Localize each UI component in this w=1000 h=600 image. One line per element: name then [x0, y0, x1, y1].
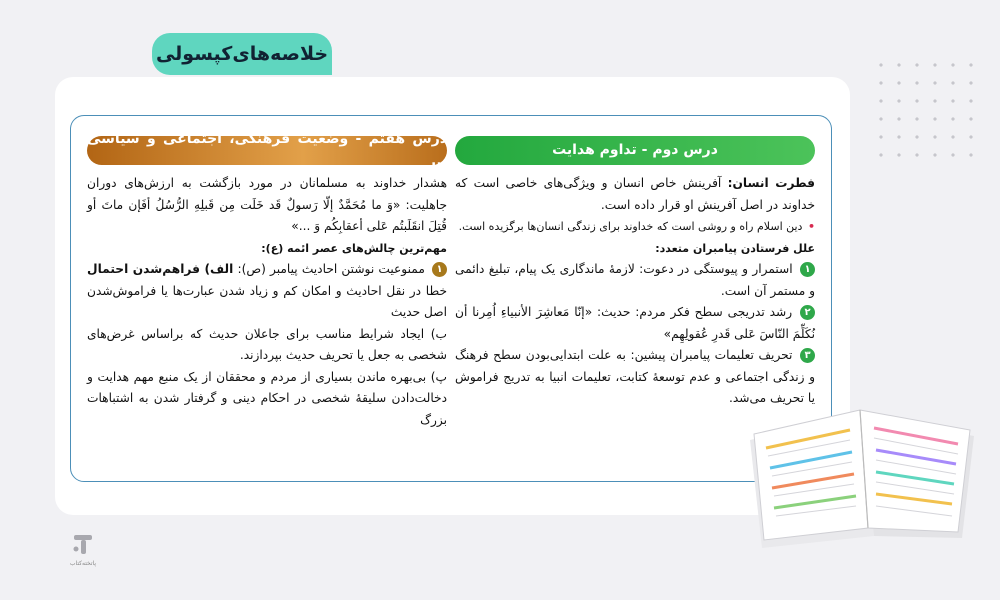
number-badge: ۱ [432, 262, 447, 277]
fitrat-text: آفرینش خاص انسان و ویژگی‌های خاصی است که خداوند در اصل آفرینش او قرار داده است. [455, 176, 815, 212]
lesson-two-column [455, 136, 815, 410]
challenges-subtitle: مهم‌ترین چالش‌های عصر ائمه (ع): [261, 241, 447, 255]
bullet-icon: • [807, 220, 815, 233]
section-tag-label: خلاصه‌های‌کپسولی [155, 43, 329, 65]
logo-text: پاتخته‌کتاب [69, 560, 97, 567]
fitrat-paragraph [455, 173, 815, 216]
open-book-illustration [742, 388, 982, 553]
islam-bullet-text: دین اسلام راه و روشی است که خداوند برای زندگی انسان‌ها برگزیده است. [458, 220, 803, 233]
dot-pattern [872, 56, 984, 166]
list-item-text: استمرار و پیوستگی در دعوت: لازمهٔ ماندگاری یک پیام، تبلیغ دائمی و مستمر آن است. [455, 262, 815, 298]
challenge-a-text: خطا در نقل احادیث و امکان کم و زیاد شدن عبارت‌ها یا فراموش‌شدن اصل حدیث [87, 283, 447, 319]
publisher-logo [48, 532, 118, 572]
lesson-two-title: درس دوم - تداوم هدایت [552, 141, 718, 158]
list-item-text: تحریف تعلیمات پیامبران پیشین: به علت ابتدایی‌بودن سطح فرهنگ و زندگی اجتماعی و عدم توسعهٔ کتابت، تعلیمات انبیا به تدریج فراموش یا تحریف می‌شد. [455, 348, 815, 405]
challenge-title: ممنوعیت نوشتن احادیث پیامبر (ص): [237, 262, 425, 276]
list-item-text: رشد تدریجی سطح فکر مردم: حدیث: «إنّا مَعاشِرَ الأنبیاءِ اُمِرنا أن نُکَلِّمَ النّاسَ عَلی قَدرِ عُقولِهِم» [455, 305, 815, 341]
list-item [455, 302, 815, 345]
number-badge: ۲ [800, 305, 815, 320]
summary-frame [70, 115, 832, 482]
challenge-c: پ) بی‌بهره ماندن بسیاری از مردم و محققان از یک منبع مهم هدایت و دخالت‌دادن سلیقهٔ شخصی در احکام دینی و گرفتار شدن به اشتباهات بزرگ [87, 369, 447, 427]
number-badge: ۱ [800, 262, 815, 277]
challenge-b: ب) ایجاد شرایط مناسب برای جاعلان حدیث که براساس غرض‌های شخصی به جعل یا تحریف حدیث بپردازند. [87, 326, 447, 362]
list-item [87, 259, 447, 324]
list-item [455, 259, 815, 302]
section-tag [152, 33, 332, 75]
lesson-two-header [455, 136, 815, 165]
lesson-seven-header [87, 131, 447, 169]
logo-icon [70, 532, 96, 556]
lesson-seven-column [87, 131, 447, 431]
prophets-subtitle: علل فرستادن پیامبران متعدد: [655, 241, 815, 255]
fitrat-label: فطرت انسان: [727, 176, 815, 190]
challenge-a-label: الف) فراهم‌شدن احتمال [87, 262, 234, 276]
number-badge: ۳ [800, 348, 815, 363]
islam-bullet [455, 216, 815, 238]
lesson-seven-title: درس هفتم - وضعیت فرهنگی، اجتماعی و سیاسی ... [87, 131, 447, 169]
warning-paragraph: هشدار خداوند به مسلمانان در مورد بازگشت به ارزش‌های دوران جاهلیت: «وَ ما مُحَمَّدٌ إلّا رَسولٌ قَد خَلَت مِن قَبلِهِ الرُّسُلُ أفَإن ماتَ أو قُتِلَ انقَلَبتُم عَلی أعقابِکُم وَ ...» [87, 176, 447, 233]
